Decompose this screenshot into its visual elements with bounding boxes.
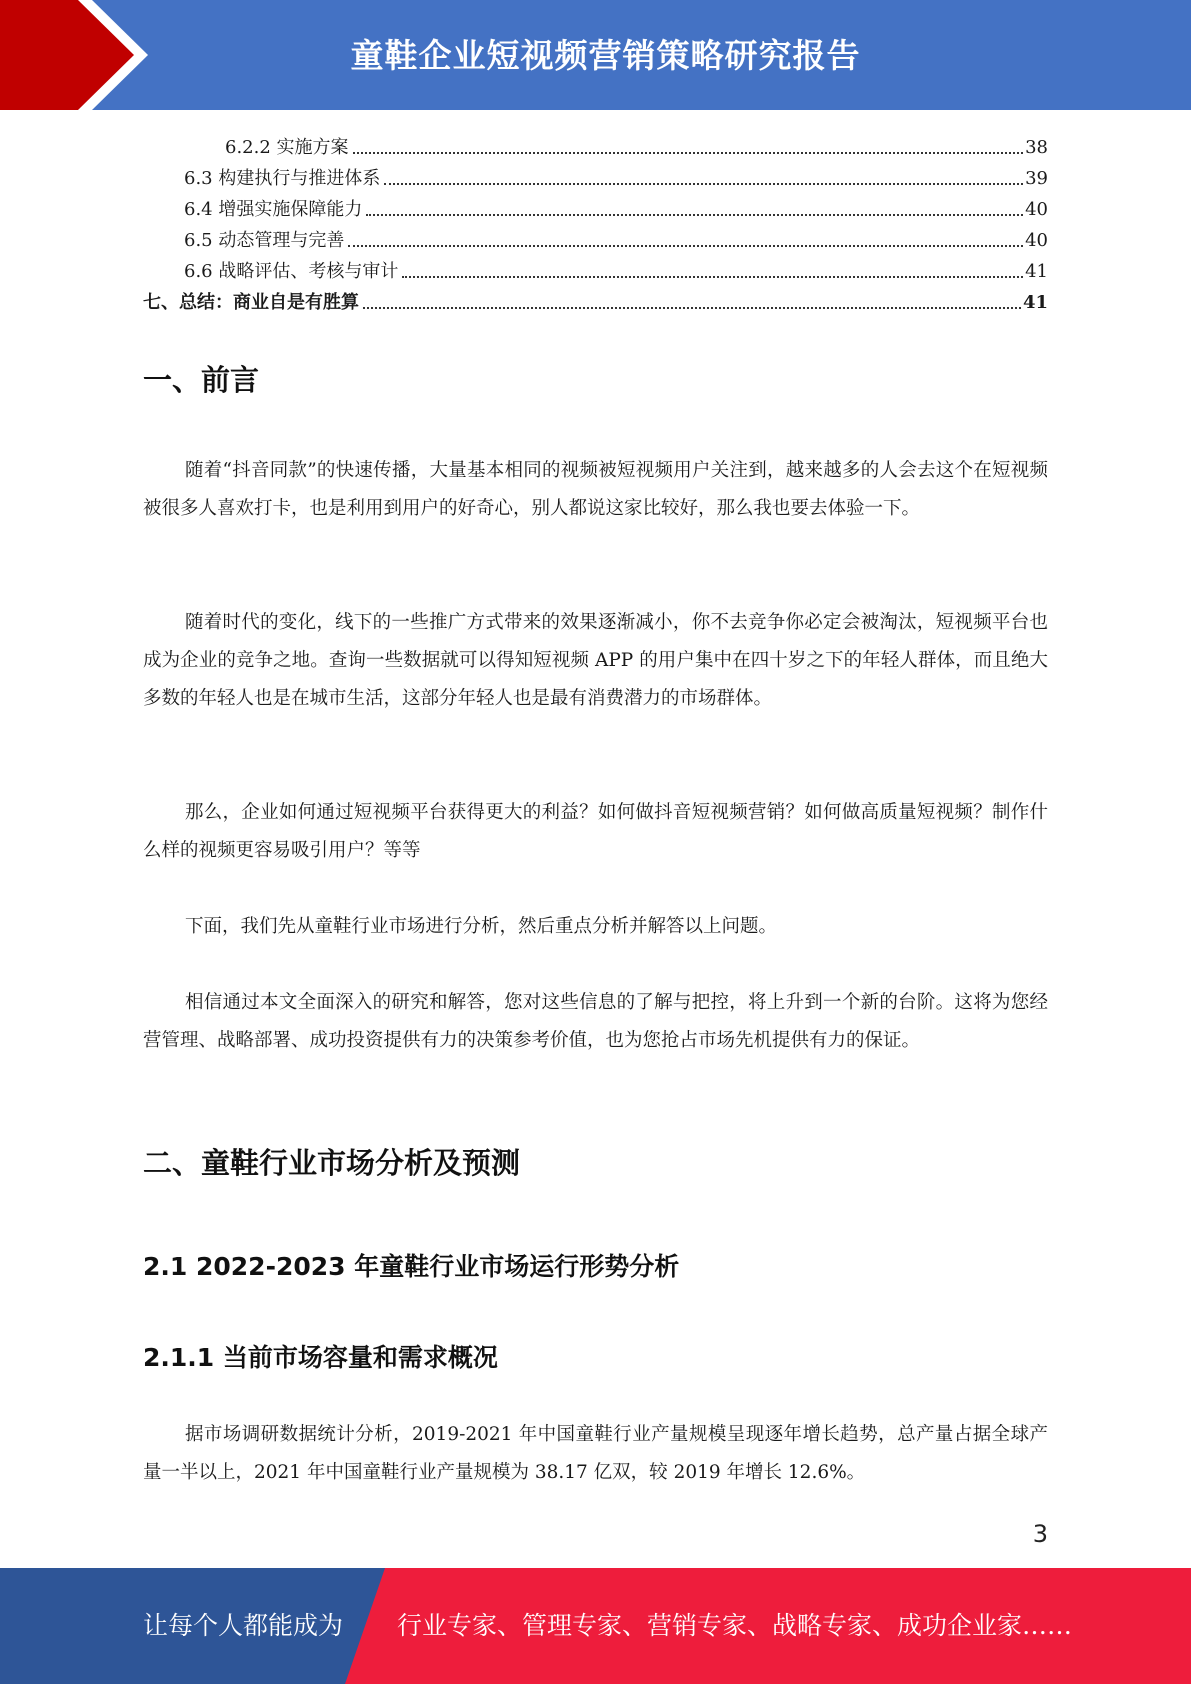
toc-leader-dots	[366, 214, 1023, 216]
toc-item-label: 6.2.2 实施方案	[225, 137, 349, 158]
section-heading-market: 二、童鞋行业市场分析及预测	[143, 1146, 521, 1180]
toc-item-label: 6.4 增强实施保障能力	[184, 199, 363, 220]
paragraph: 相信通过本文全面深入的研究和解答，您对这些信息的了解与把控，将上升到一个新的台阶。这将为您经营管理、战略部署、成功投资提供有力的决策参考价值，也为您抢占市场先机提供有力的保证。	[143, 992, 1048, 1051]
paragraph: 随着“抖音同款”的快速传播，大量基本相同的视频被短视频用户关注到，越来越多的人会去这个在短视频被很多人喜欢打卡，也是利用到用户的好奇心，别人都说这家比较好，那么我也要去体验一下。	[143, 460, 1048, 519]
toc-item-label: 七、总结：商业自是有胜算	[143, 292, 359, 313]
toc-item-page: 40	[1025, 199, 1048, 220]
section-heading-preface: 一、前言	[143, 363, 260, 397]
toc-item-label: 6.6 战略评估、考核与审计	[184, 261, 399, 282]
toc-item[interactable]	[143, 128, 1048, 159]
toc-item[interactable]	[143, 252, 1048, 283]
report-title: 童鞋企业短视频营销策略研究报告	[350, 36, 861, 75]
page-header	[0, 0, 1191, 110]
page-footer	[0, 1568, 1191, 1684]
footer-slogan-left: 让每个人都能成为	[143, 1611, 344, 1640]
toc-item-page: 40	[1025, 230, 1048, 251]
toc-item-label: 6.3 构建执行与推进体系	[184, 168, 381, 189]
toc-leader-dots	[402, 276, 1023, 278]
toc-item-page: 38	[1025, 137, 1048, 158]
toc-item[interactable]	[143, 159, 1048, 190]
toc-leader-dots	[353, 152, 1024, 154]
paragraph: 随着时代的变化，线下的一些推广方式带来的效果逐渐减小，你不去竞争你必定会被淘汰，短视频平台也成为企业的竞争之地。查询一些数据就可以得知短视频 APP 的用户集中在四十岁之下的年轻人群体，而且绝大多数的年轻人也是在城市生活，这部分年轻人也是最有消费潜力的市场群体。	[143, 612, 1048, 709]
toc-leader-dots	[348, 245, 1023, 247]
toc-item-page: 41	[1025, 261, 1048, 282]
subsection-heading: 2.1 2022-2023 年童鞋行业市场运行形势分析	[143, 1252, 680, 1281]
toc-leader-dots	[363, 307, 1021, 309]
paragraph: 那么，企业如何通过短视频平台获得更大的利益？如何做抖音短视频营销？如何做高质量短视频？制作什么样的视频更容易吸引用户？等等	[143, 802, 1048, 861]
toc-item[interactable]	[143, 190, 1048, 221]
table-of-contents	[143, 128, 1048, 314]
toc-item[interactable]	[143, 221, 1048, 252]
subsubsection-heading: 2.1.1 当前市场容量和需求概况	[143, 1343, 498, 1372]
footer-slogan-right: 行业专家、管理专家、营销专家、战略专家、成功企业家……	[397, 1611, 1073, 1640]
paragraph: 下面，我们先从童鞋行业市场进行分析，然后重点分析并解答以上问题。	[185, 916, 778, 937]
toc-item-page: 41	[1022, 292, 1048, 313]
page-number: 3	[1032, 1520, 1048, 1548]
toc-leader-dots	[384, 183, 1023, 185]
paragraph: 据市场调研数据统计分析，2019-2021 年中国童鞋行业产量规模呈现逐年增长趋势，总产量占据全球产量一半以上，2021 年中国童鞋行业产量规模为 38.17 亿双，较 2019 年增长 12.6%。	[143, 1424, 1048, 1483]
toc-item-label: 6.5 动态管理与完善	[184, 230, 345, 251]
toc-item[interactable]	[143, 283, 1048, 314]
toc-item-page: 39	[1025, 168, 1048, 189]
